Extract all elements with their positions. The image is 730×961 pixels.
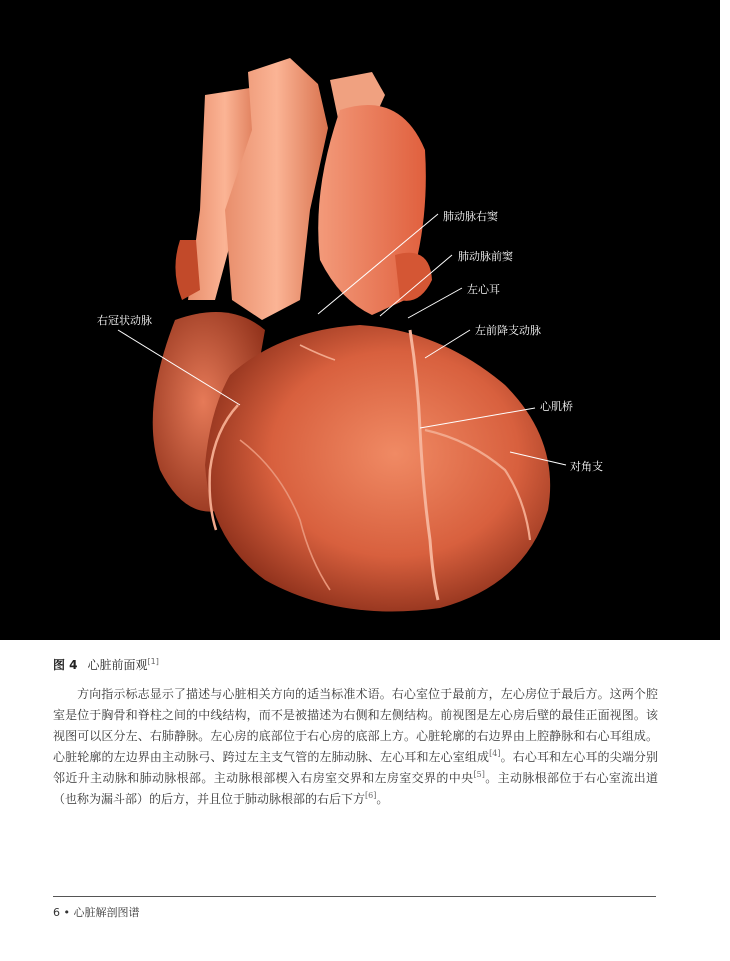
- label-lad-artery: 左前降支动脉: [475, 324, 541, 337]
- ventricles: [205, 325, 550, 612]
- footer-divider: [53, 896, 656, 897]
- body-text-segment: 。: [376, 792, 389, 806]
- citation-ref: [6]: [365, 791, 377, 800]
- body-paragraph: [53, 684, 658, 810]
- body-text-segment: 。主动脉根部位于右心室流出道（也称为漏斗部）的后方，并且位于肺动脉根部的右后下方: [53, 771, 658, 806]
- label-diagonal-branch: 对角支: [570, 460, 603, 473]
- page-footer: 6 • 心脏解剖图谱: [53, 906, 140, 919]
- citation-ref: [4]: [489, 749, 501, 758]
- right-auricle: [175, 240, 200, 300]
- label-pulmonary-right-sinus: 肺动脉右窦: [443, 210, 498, 223]
- body-text-segment: 方向指示标志显示了描述与心脏相关方向的适当标准术语。右心室位于最前方，左心房位于最后方。这两个腔室是位于胸骨和脊柱之间的中线结构，而不是被描述为右侧和左侧结构。前视图是左心房后壁的最佳正面视图。该视图可以区分左、右肺静脉。左心房的底部位于右心房的底部上方。心脏轮廓的右边界由上腔静脉和右心耳组成。心脏轮廓的左边界由主动脉弓、跨过左主支气管的左肺动脉、左心耳和左心室组成: [53, 687, 658, 764]
- citation-ref: [5]: [473, 770, 485, 779]
- figure-caption: [53, 656, 159, 673]
- caption-reference: [1]: [147, 657, 159, 666]
- label-pulmonary-anterior-sinus: 肺动脉前窦: [458, 250, 513, 263]
- label-right-coronary-artery: 右冠状动脉: [97, 314, 152, 327]
- label-left-auricle: 左心耳: [467, 283, 500, 296]
- figure-number: 图 4: [53, 658, 78, 672]
- body-text-segment: 。右心耳和左心耳的尖端分别邻近升主动脉和肺动脉根部。主动脉根部楔入右房室交界和左房室交界的中央: [53, 750, 658, 785]
- label-myocardial-bridge: 心肌桥: [540, 400, 573, 413]
- figure-title: 心脏前面观: [87, 658, 148, 672]
